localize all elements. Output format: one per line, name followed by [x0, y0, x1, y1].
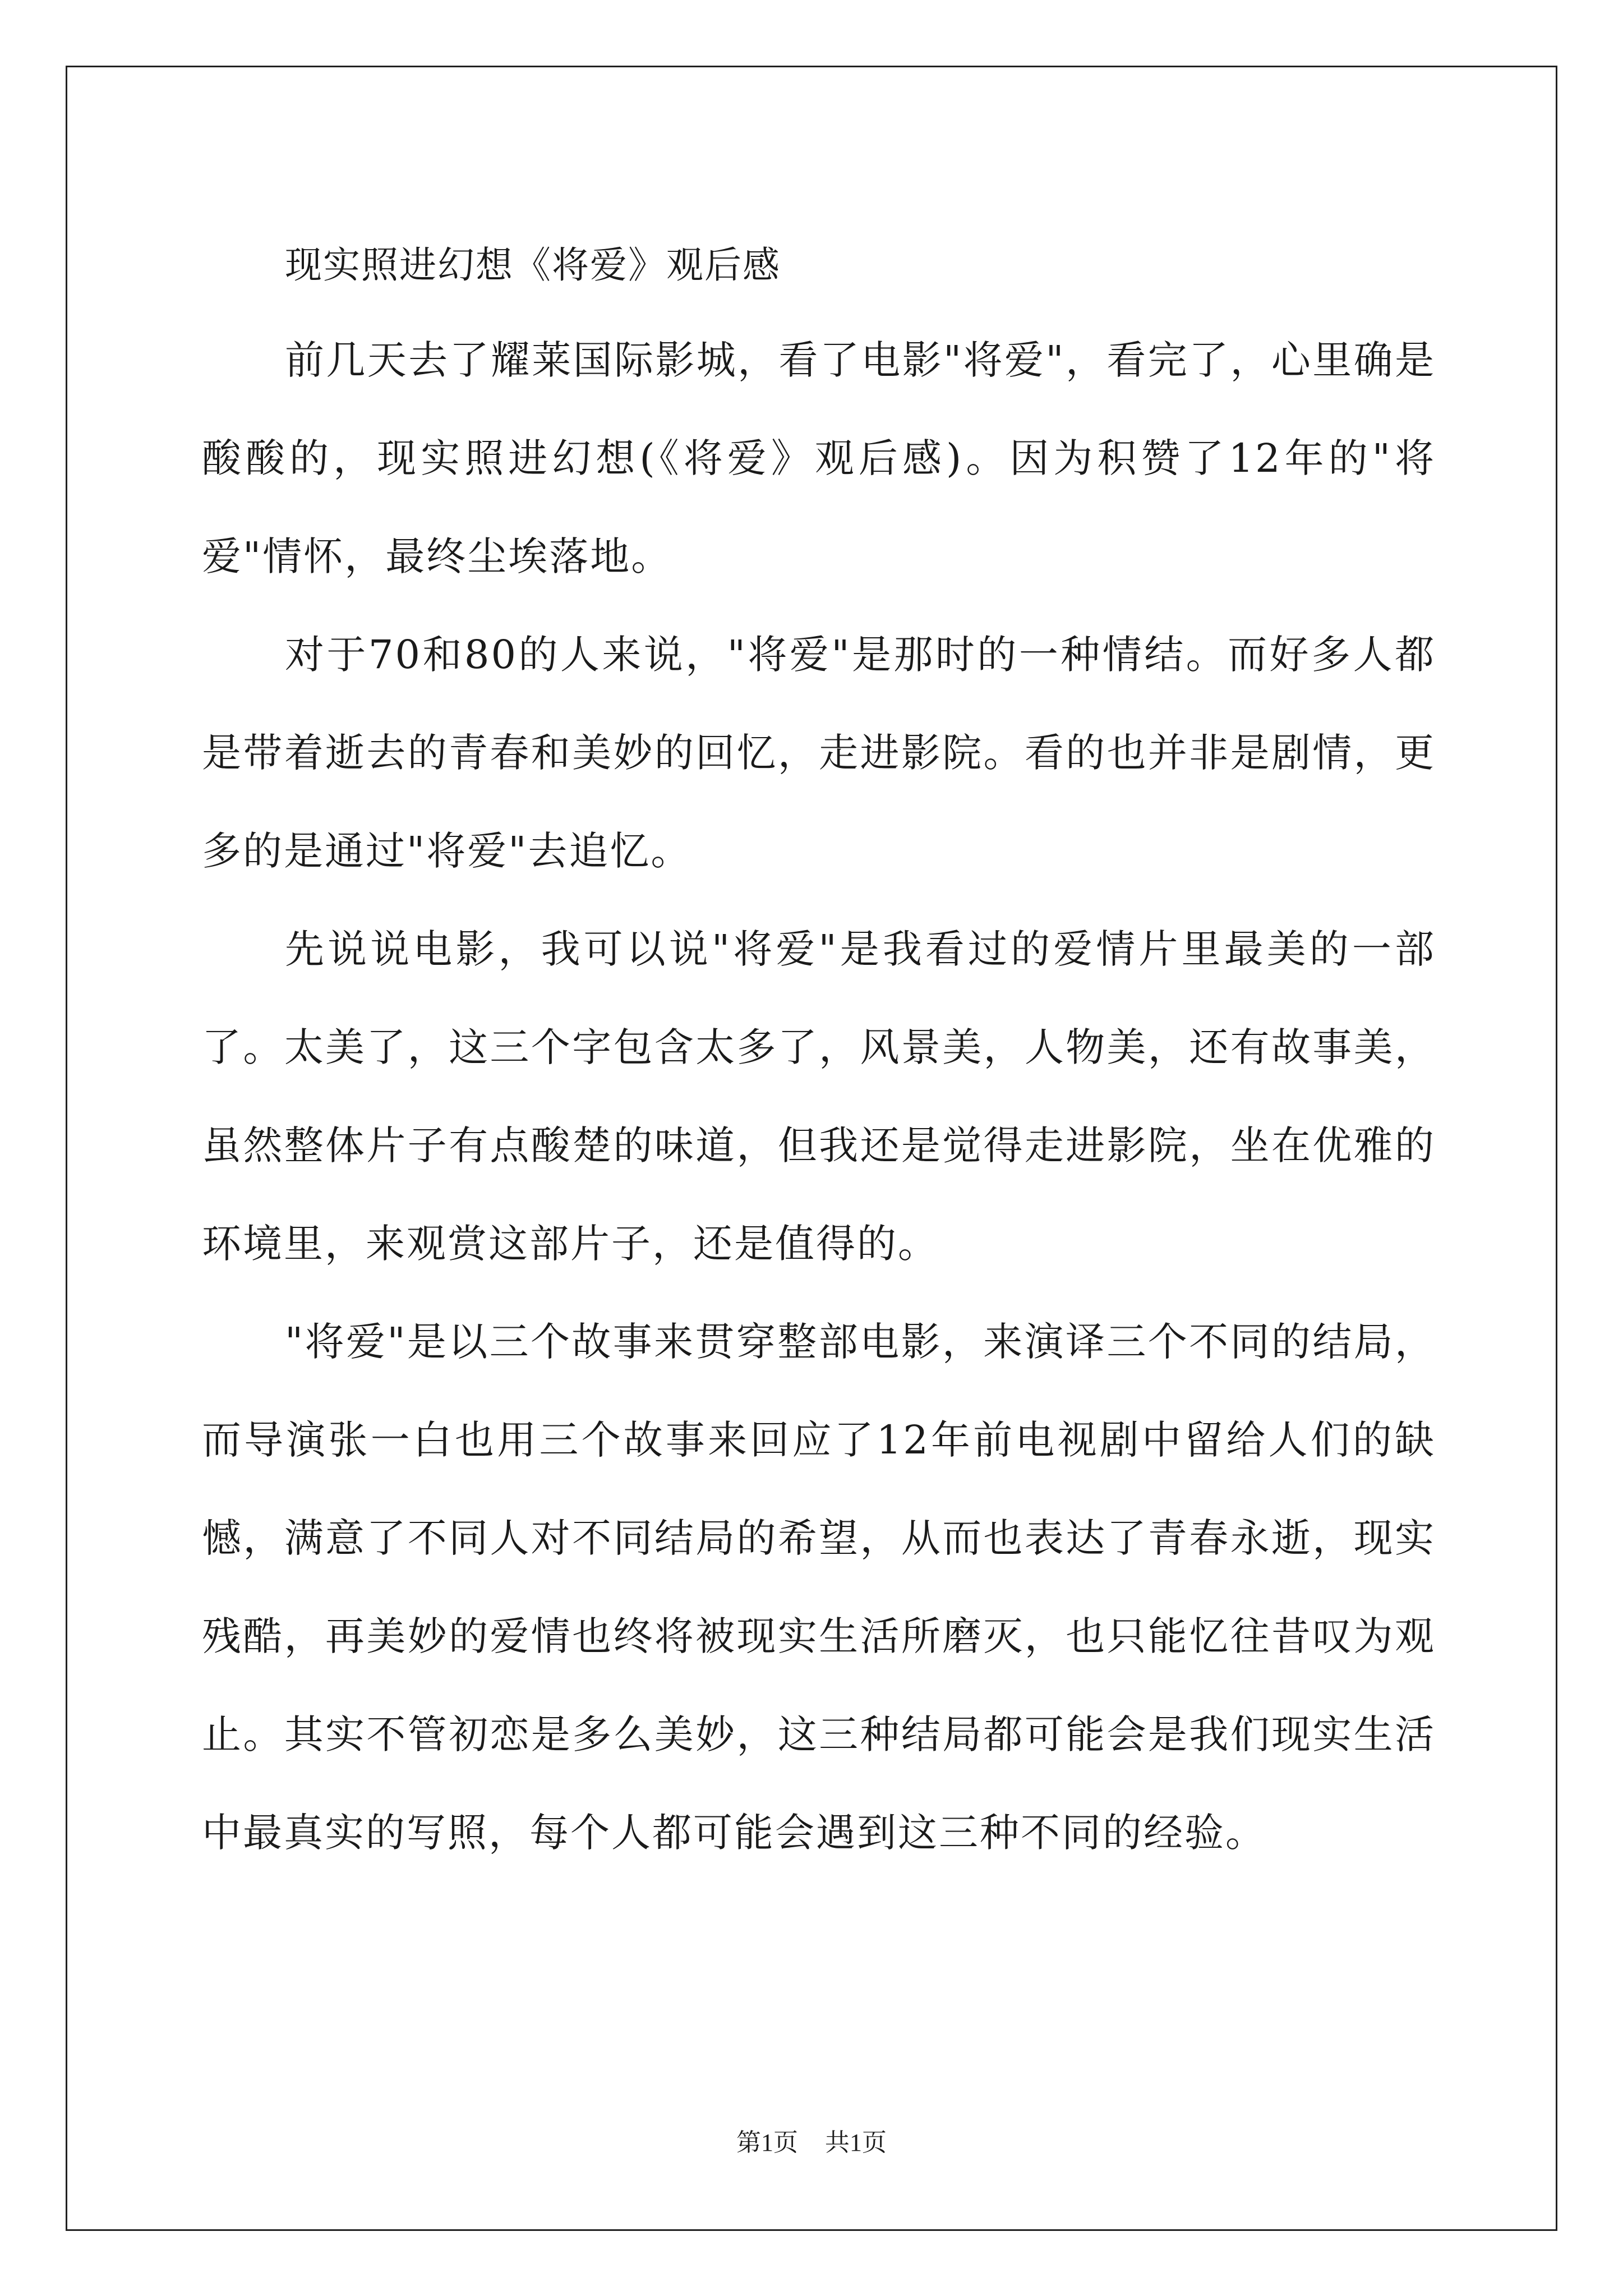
paragraph-4: "将爱"是以三个故事来贯穿整部电影，来演译三个不同的结局，而导演张一白也用三个故事来回应了12年前电视剧中留给人们的缺憾，满意了不同人对不同结局的希望，从而也表达了青春永逝，现实残酷，再美妙的爱情也终将被现实生活所磨灭，也只能忆往昔叹为观止。其实不管初恋是多么美妙，这三种结局都可能会是我们现实生活中最真实的写照，每个人都可能会遇到这三种不同的经验。	[202, 1319, 1436, 1856]
paragraph-2: 对于70和80的人来说，"将爱"是那时的一种情结。而好多人都是带着逝去的青春和美妙的回忆，走进影院。看的也并非是剧情，更多的是通过"将爱"去追忆。	[202, 632, 1436, 874]
paragraph-1: 前几天去了耀莱国际影城，看了电影"将爱"，看完了，心里确是酸酸的，现实照进幻想(《将爱》观后感)。因为积赞了12年的"将爱"情怀，最终尘埃落地。	[202, 337, 1436, 579]
page-footer	[0, 2122, 1623, 2158]
document-title: 现实照进幻想《将爱》观后感	[285, 243, 781, 287]
page-number-current: 第1页	[736, 2129, 798, 2156]
paragraph-3: 先说说电影，我可以说"将爱"是我看过的爱情片里最美的一部了。太美了，这三个字包含太多了，风景美，人物美，还有故事美，虽然整体片子有点酸楚的味道，但我还是觉得走进影院，坐在优雅的环境里，来观赏这部片子，还是值得的。	[202, 926, 1436, 1267]
page-number-total: 共1页	[825, 2129, 887, 2156]
document-body	[202, 219, 1436, 1882]
